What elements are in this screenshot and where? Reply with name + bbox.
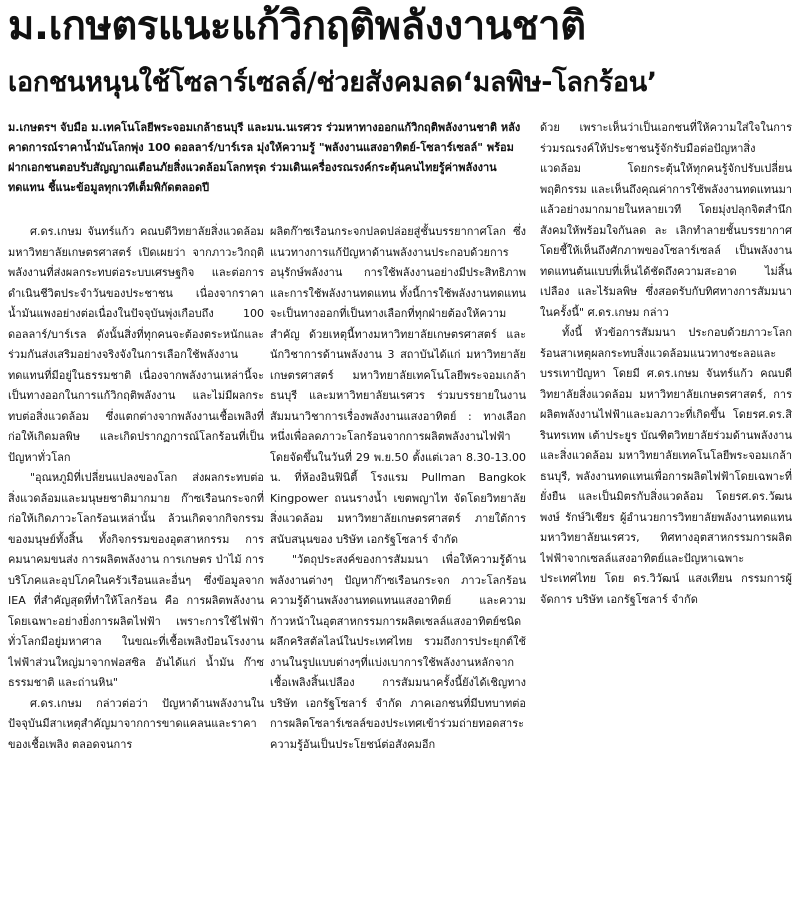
article-column-1 [8, 222, 264, 902]
paragraph: ผลิตก๊าซเรือนกระจกปลดปล่อยสู่ชั้นบรรยากาศโลก ซึ่งแนวทางการแก้ปัญหาด้านพลังงานประกอบด้วยการอนุรักษ์พลังงาน การใช้พลังงานอย่างมีประสิทธิภาพ และการใช้พลังงานทดแทน ทั้งนี้การใช้พลังงานทดแทนจะเป็นทางออกที่เป็นทางเลือกที่ทุกฝ่ายต้องให้ความสำคัญ ด้วยเหตุนี้ทางมหาวิทยาลัยเกษตรศาสตร์ และนักวิชาการด้านพลังงาน 3 สถาบันได้แก่ มหาวิทยาลัยเกษตรศาสตร์ มหาวิทยาลัยเทคโนโลยีพระจอมเกล้าธนบุรี และมหาวิทยาลัยนเรศวร ร่วมบรรยายในงานสัมมนาวิชาการเรื่องพลังงานแสงอาทิตย์ : ทางเลือกหนึ่งเพื่อลดภาวะโลกร้อนจากการผลิตพลังงานไฟฟ้า โดยจัดขึ้นในวันที่ 29 พ.ย.50 ตั้งแต่เวลา 8.30-13.00 น. ที่ห้องอินฟินิตี้ โรงแรม Pullman Bangkok Kingpower ถนนรางน้ำ เขตพญาไท จัดโดยวิทยาลัยสิ่งแวดล้อม มหาวิทยาลัยเกษตรศาสตร์ ภายใต้การสนับสนุนของ บริษัท เอกรัฐโซลาร์ จำกัด [270, 225, 526, 546]
headline: ม.เกษตรแนะแก้วิกฤติพลังงานชาติ [8, 3, 586, 49]
paragraph: "อุณหภูมิที่เปลี่ยนแปลงของโลก ส่งผลกระทบต่อสิ่งแวดล้อมและมนุษยชาติมากมาย ก๊าซเรือนกระจกที่ก่อให้เกิดภาวะโลกร้อนเหล่านั้น ล้วนเกิดจากกิจกรรมของมนุษย์ทั้งสิ้น ทั้งกิจกรรมของอุตสาหกรรม การคมนาคมขนส่ง การผลิตพลังงาน การเกษตร ป่าไม้ การบริโภคและอุปโภคในครัวเรือนและอื่นๆ ซึ่งข้อมูลจาก IEA ที่สำคัญสุดที่ทำให้โลกร้อน คือ การผลิตพลังงาน โดยเฉพาะอย่างยิ่งการผลิตไฟฟ้า เพราะการใช้ไฟฟ้าทั่วโลกมีอยู่มหาศาล ในขณะที่เชื้อเพลิงป้อนโรงงานไฟฟ้าส่วนใหญ่มาจากฟอสซิล อันได้แก่ น้ำมัน ก๊าซธรรมชาติ และถ่านหิน" [8, 471, 264, 689]
article-column-2 [270, 222, 526, 902]
paragraph: ศ.ดร.เกษม จันทร์แก้ว คณบดีวิทยาลัยสิ่งแวดล้อม มหาวิทยาลัยเกษตรศาสตร์ เปิดเผยว่า จากภาวะวิกฤติพลังงานที่ส่งผลกระทบต่อระบบเศรษฐกิจ และต่อการดำเนินชีวิตประจำวันของประชาชน เนื่องจากราคาน้ำมันแพงอย่างต่อเนื่องในปัจจุบันพุ่งเกือบถึง 100 ดอลลาร์/บาร์เรล ดังนั้นสิ่งที่ทุกคนจะต้องตระหนักและร่วมกันส่งเสริมอย่างจริงจังในการเลือกใช้พลังงานทดแทนที่มีอยู่ในธรรมชาติ เนื่องจากพลังงานเหล่านี้จะเป็นทางออกในการแก้วิกฤติพลังงาน และไม่มีผลกระทบต่อสิ่งแวดล้อม ซึ่งแตกต่างจากพลังงานเชื้อเพลิงที่ก่อให้เกิดมลพิษ และเกิดปรากฏการณ์โลกร้อนที่เป็นปัญหาทั่วโลก [8, 225, 264, 464]
paragraph: ศ.ดร.เกษม กล่าวต่อว่า ปัญหาด้านพลังงานในปัจจุบันมีสาเหตุสำคัญมาจากการขาดแคลนและราคาของเชื้อเพลิง ตลอดจนการ [8, 696, 264, 751]
paragraph: ด้วย เพราะเห็นว่าเป็นเอกชนที่ให้ความใส่ใจในการร่วมรณรงค์ให้ประชาชนรู้จักรับมือต่อปัญหาสิ่งแวดล้อม โดยกระตุ้นให้ทุกคนรู้จักปรับเปลี่ยนพฤติกรรม และเห็นถึงคุณค่าการใช้พลังงานทดแทนมาแล้วอย่างมากมายในหลายเวที โดยมุ่งปลุกจิตสำนึกสังคมให้พร้อมใจกันลด ละ เลิกทำลายชั้นบรรยากาศ โดยชี้ให้เห็นถึงศักภาพของโซลาร์เซลล์ เป็นพลังงานทดแทนต้นแบบที่เห็นได้ชัดถึงความสะอาด ไม่สิ้นเปลือง และไร้มลพิษ ซึ่งสอดรับกับทิศทางการสัมมนาในครั้งนี้" ศ.ดร.เกษม กล่าว [540, 121, 792, 319]
subheadline: เอกชนหนุนใช้โซลาร์เซลล์/ช่วยสังคมลดʻมลพิษ-โลกร้อนʼ [8, 67, 657, 98]
article-column-3 [540, 118, 792, 718]
lead-paragraph: ม.เกษตรฯ จับมือ ม.เทคโนโลยีพระจอมเกล้าธนบุรี และมน.นเรศวร ร่วมหาทางออกแก้วิกฤติพลังงานชาติ หลังคาดการณ์ราคาน้ำมันโลกพุ่ง 100 ดอลลาร์/บาร์เรล มุ่งให้ความรู้ "พลังงานแสงอาทิตย์-โซลาร์เซลล์" พร้อมฝากเอกชนตอบรับสัญญาณเตือนภัยสิ่งแวดล้อมโลกทรุด ร่วมเดินเครื่องรณรงค์กระตุ้นคนไทยรู้ค่าพลังงานทดแทน ชี้แนะข้อมูลทุกเวทีเต็มพิกัดตลอดปี [8, 121, 521, 194]
paragraph: ทั้งนี้ หัวข้อการสัมมนา ประกอบด้วยภาวะโลกร้อนสาเหตุผลกระทบสิ่งแวดล้อมแนวทางชะลอและบรรเทาปัญหา โดยมี ศ.ดร.เกษม จันทร์แก้ว คณบดีวิทยาลัยสิ่งแวดล้อม มหาวิทยาลัยเกษตรศาสตร์, การผลิตพลังงานไฟฟ้าและมลภาวะที่เกิดขึ้น โดยรศ.ดร.สิรินทรเทพ เต้าประยูร บัณฑิตวิทยาลัยร่วมด้านพลังงานและสิ่งแวดล้อม มหาวิทยาลัยเทคโนโลยีพระจอมเกล้าธนบุรี, พลังงานทดแทนเพื่อการผลิตไฟฟ้าโดยเฉพาะที่ยั่งยืน และเป็นมิตรกับสิ่งแวดล้อม โดยรศ.ดร.วัฒนพงษ์ รักษ์วิเชียร ผู้อำนวยการวิทยาลัยพลังงานทดแทน มหาวิทยาลัยนเรศวร, ทิศทางอุตสาหกรรมการผลิตไฟฟ้าจากเซลล์แสงอาทิตย์และปัญหาเฉพาะประเทศไทย โดย ดร.วิวัฒน์ แสงเทียน กรรมการผู้จัดการ บริษัท เอกรัฐโซลาร์ จำกัด [540, 326, 792, 606]
paragraph: "วัตถุประสงค์ของการสัมมนา เพื่อให้ความรู้ด้านพลังงานต่างๆ ปัญหาก๊าซเรือนกระจก ภาวะโลกร้อน ความรู้ด้านพลังงานทดแทนแสงอาทิตย์ และความก้าวหน้าในอุตสาหกรรมการผลิตเซลล์แสงอาทิตย์ชนิดผลึกคริสตัลไลน์ในประเทศไทย รวมถึงการประยุกต์ใช้งานในรูปแบบต่างๆที่แบ่งเบาการใช้พลังงานหลักจากเชื้อเพลิงสิ้นเปลือง การสัมมนาครั้งนี้ยังได้เชิญทางบริษัท เอกรัฐโซลาร์ จำกัด ภาคเอกชนที่มีบทบาทต่อการผลิตโซลาร์เซลล์ของประเทศเข้าร่วมถ่ายทอดสาระความรู้อันเป็นประโยชน์ต่อสังคมอีก [270, 553, 526, 751]
